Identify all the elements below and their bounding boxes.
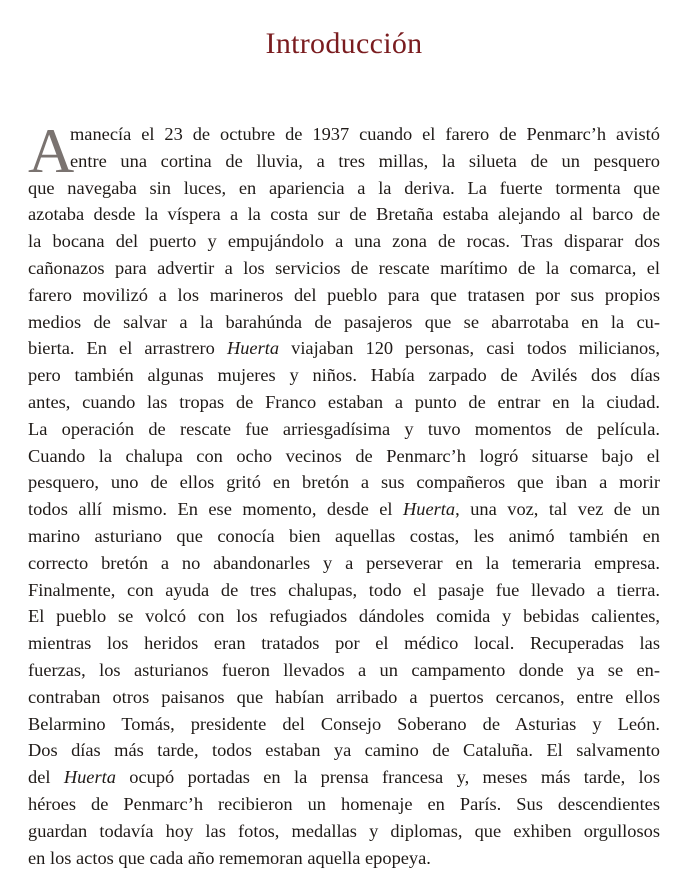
text-line: manecía el 23 de octubre de 1937 cuando el farero de Penmarc’h avistó [70,124,660,144]
text-line: del Huerta ocupó portadas en la prensa francesa y, meses más tarde, los [28,767,660,788]
text-line: Belarmino Tomás, presidente del Consejo Soberano de Asturias y León. [28,713,660,734]
drop-cap: A [28,115,75,186]
text-line: contraban otros paisanos que habían arribado a puertos cercanos, entre ellos [28,686,660,707]
text-line: antes, cuando las tropas de Franco estaban a punto de entrar en la ciudad. [28,391,660,412]
page [28,0,661,868]
italic-ship-name: Huerta [226,338,280,359]
text-line: Cuando la chalupa con ocho vecinos de Penmarc’h logró situarse bajo el [28,445,660,466]
text-line: todos allí mismo. En ese momento, desde el Huerta, una voz, tal vez de un [28,499,660,520]
text-line: que navegaba sin luces, en apariencia a la deriva. La fuerte tormenta que [28,177,660,198]
text-line: Dos días más tarde, todos estaban ya camino de Cataluña. El salvamento [28,740,660,761]
text-line: La operación de rescate fue arriesgadísima y tuvo momentos de película. [28,418,660,439]
text-line: marino asturiano que conocía bien aquellas costas, les animó también en [28,525,660,546]
text-line: El pueblo se volcó con los refugiados dándoles comida y bebidas calientes, [28,606,660,627]
body-paragraph [28,115,661,871]
text-line: pero también algunas mujeres y niños. Había zarpado de Avilés dos días [28,365,660,386]
text-line: la bocana del puerto y empujándolo a una zona de rocas. Tras disparar dos [28,231,660,252]
text-line: cañonazos para advertir a los servicios de rescate marítimo de la comarca, el [28,257,660,278]
page-title: Introducción [265,27,423,60]
text-line: azotaba desde la víspera a la costa sur de Bretaña estaba alejando al barco de [28,204,660,225]
text-line: mientras los heridos eran tratados por el médico local. Recuperadas las [28,633,660,654]
text-line: pesquero, uno de ellos gritó en bretón a sus compañeros que iban a morir [28,472,660,493]
text-line: héroes de Penmarc’h recibieron un homenaje en París. Sus descendientes [28,793,660,814]
text-line: entre una cortina de lluvia, a tres millas, la silueta de un pesquero [70,150,660,171]
text-line: bierta. En el arrastrero Huerta viajaban 120 personas, casi todos milicianos, [28,338,661,359]
text-line: farero movilizó a los marineros del pueblo para que tratasen por sus propios [28,284,660,305]
text-line: fuerzas, los asturianos fueron llevados a un campamento donde ya se en- [28,659,660,680]
text-line: guardan todavía hoy las fotos, medallas y diplomas, que exhiben orgullosos [28,820,660,841]
italic-ship-name: Huerta [63,767,116,788]
text-line: correcto bretón a no abandonarles y a perseverar en la temeraria empresa. [28,552,660,573]
text-line: medios de salvar a la barahúnda de pasajeros que se abarrotaba en la cu- [28,311,660,332]
text-line: en los actos que cada año rememoran aquella epopeya. [28,847,431,868]
italic-ship-name: Huerta [403,499,456,520]
text-line: Finalmente, con ayuda de tres chalupas, todo el pasaje fue llevado a tierra. [28,579,660,600]
